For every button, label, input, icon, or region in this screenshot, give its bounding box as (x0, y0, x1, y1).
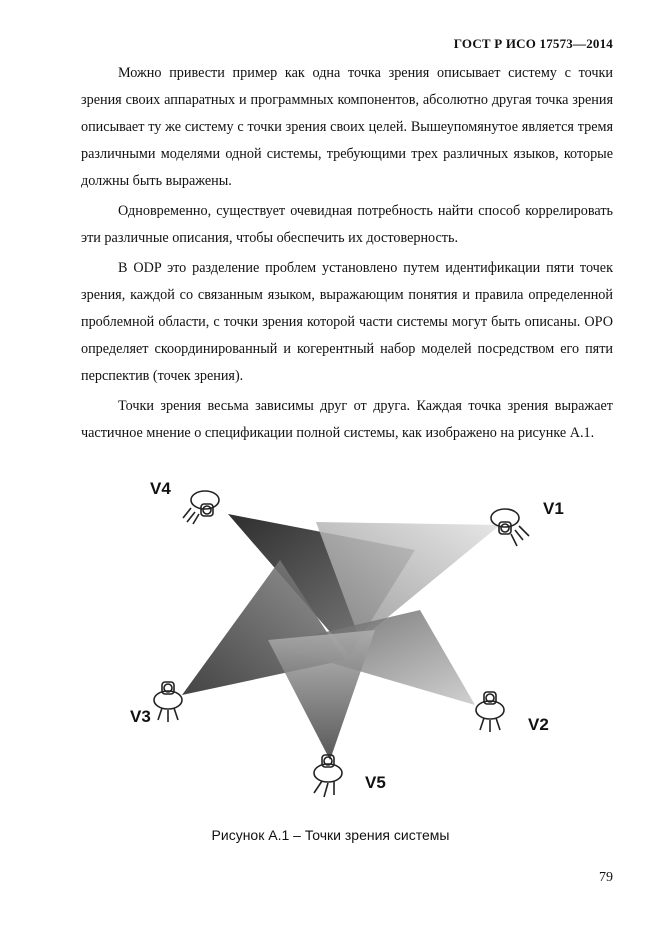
label-v3: V3 (130, 707, 151, 726)
viewpoints-diagram (120, 470, 580, 820)
camera-v5-icon (314, 755, 342, 797)
camera-v2-icon (476, 692, 504, 732)
camera-v3-icon (154, 682, 182, 722)
paragraph-3: В ODP это разделение проблем установлено путем идентификации пяти точек зрения, каждой со связанным языком, выражающим понятия и правила определенной проблемной области, с точки зрения которой части системы могут быть описаны. ОРО определяет скоординированный и когерентный набор моделей посредством его пяти перспектив (точек зрения). (81, 260, 613, 384)
label-v2: V2 (528, 715, 549, 734)
figure-caption: Рисунок А.1 – Точки зрения системы (211, 827, 450, 843)
cone-v5 (268, 630, 375, 760)
page-number: 79 (599, 870, 613, 885)
body-text (81, 60, 613, 450)
camera-v4-icon (183, 491, 219, 524)
label-v1: V1 (543, 499, 564, 518)
label-v5: V5 (365, 773, 386, 792)
paragraph-1: Можно привести пример как одна точка зрения описывает систему с точки зрения своих аппаратных и программных компонентов, абсолютно другая точка зрения описывает ту же систему с точки зрения своих целей. Вышеупомянутое является тремя различными моделями одной системы, требующими трех различных языков, которые должны быть выражены. (81, 65, 613, 189)
viewpoints-figure (120, 470, 580, 820)
label-v4: V4 (150, 479, 171, 498)
document-header: ГОСТ Р ИСО 17573—2014 (453, 36, 613, 51)
paragraph-4: Точки зрения весьма зависимы друг от друга. Каждая точка зрения выражает частичное мнение о спецификации полной системы, как изображено на рисунке А.1. (81, 398, 613, 441)
paragraph-2: Одновременно, существует очевидная потребность найти способ коррелировать эти различные описания, чтобы обеспечить их достоверность. (81, 203, 613, 246)
